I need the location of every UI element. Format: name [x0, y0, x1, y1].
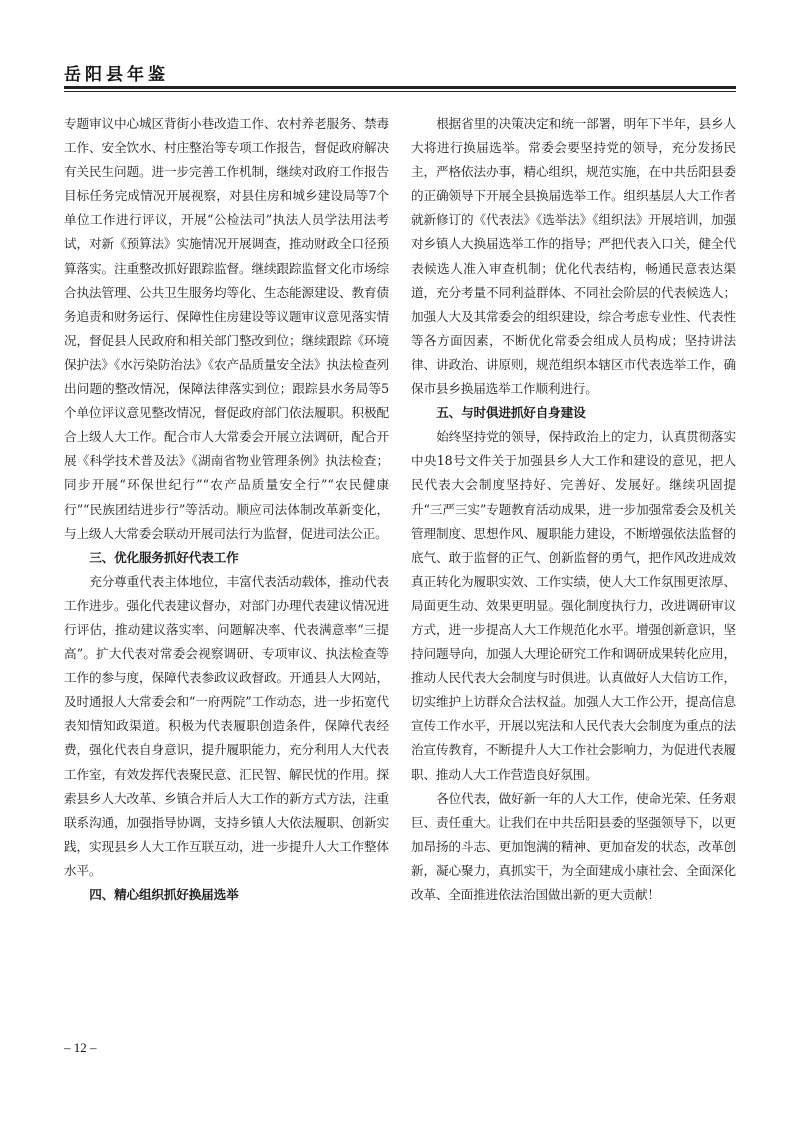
- paragraph-election: 根据省里的决策决定和统一部署，明年下半年，县乡人大将进行换届选举。常委会要坚持党的领导，充分发扬民主，严格依法办事，精心组织，规范实施，在中共岳阳县委的正确领导下开展全县换届选举工作。组织基层人大工作者就新修订的《代表法》《选举法》《组织法》开展培训，加强对乡镇人大换届选举工作的指导；严把代表入口关，健全代表候选人准入审查机制；优化代表结构，畅通民意表达渠道，充分考量不同利益群体、不同社会阶层的代表候选人；加强人大及其常委会的组织建设，综合考虑专业性、代表性等各方面因素，不断优化常委会组成人员构成；坚持讲法律、讲政治、讲原则，规范组织本辖区市代表选举工作，确保市县乡换届选举工作顺利进行。: [411, 116, 736, 397]
- paragraph-deputies: 充分尊重代表主体地位，丰富代表活动载体，推动代表工作进步。强化代表建议督办，对部门办理代表建议情况进行评估，推动建议落实率、问题解决率、代表满意率“三提高”。扩大代表对常委会视察调研、专项审议、执法检查等工作的参与度，保障代表参政议政督政。开通县人大网站，及时通报人大常委会和“一府两院”工作动态，进一步拓宽代表知情知政渠道。积极为代表履职创造条件，保障代表经费，强化代表自身意识，提升履职能力，充分利用人大代表工作室，有效发挥代表聚民意、汇民智、解民忧的作用。探索县乡人大改革、乡镇合并后人大工作的新方式方法，注重联系沟通，加强指导协调，支持乡镇人大依法履职、创新实践，实现县乡人大工作互联互动，进一步提升人大工作整体水平。: [64, 573, 389, 878]
- header-rule-thick: [64, 86, 736, 89]
- right-column: [411, 112, 736, 907]
- page-number: – 12 –: [64, 1040, 97, 1055]
- paragraph-closing: 各位代表，做好新一年的人大工作，使命光荣、任务艰巨、责任重大。让我们在中共岳阳县委的坚强领导下，以更加昂扬的斗志、更加饱满的精神、更加奋发的状态，改革创新，凝心聚力，真抓实干，为全面建成小康社会、全面深化改革、全面推进依法治国做出新的更大贡献！: [411, 790, 736, 902]
- header-rule-thin: [64, 91, 736, 92]
- section-heading-5: 五、与时俱进抓好自身建设: [436, 405, 586, 421]
- page-header: [64, 60, 736, 85]
- section-heading-4: 四、精心组织抓好换届选举: [89, 887, 239, 902]
- section-heading-3: 三、优化服务抓好代表工作: [89, 549, 239, 565]
- left-column: [64, 112, 389, 907]
- paragraph-self-building: 始终坚持党的领导，保持政治上的定力，认真贯彻落实中央18号文件关于加强县乡人大工作和建设的意见，把人民代表大会制度坚持好、完善好、发展好。继续巩固提升“三严三实”专题教育活动成果，进一步加强常委会及机关管理制度、思想作风、履职能力建设，不断增强依法监督的底气、敢于监督的正气、创新监督的勇气，把作风改进成效真正转化为履职实效、工作实绩，使人大工作氛围更浓厚、局面更生动、效果更明显。强化制度执行力，改进调研审议方式，进一步提高人大工作规范化水平。增强创新意识，坚持问题导向，加强人大理论研究工作和调研成果转化应用，推动人民代表大会制度与时俱进。认真做好人大信访工作，切实维护上访群众合法权益。加强人大工作公开，提高信息宣传工作水平，开展以宪法和人民代表大会制度为重点的法治宣传教育，不断提升人大工作社会影响力，为促进代表履职、推动人大工作营造良好氛围。: [411, 429, 736, 782]
- paragraph-supervision: 专题审议中心城区背街小巷改造工作、农村养老服务、禁毒工作、安全饮水、村庄整治等专项工作报告，督促政府解决有关民生问题。进一步完善工作机制，继续对政府工作报告目标任务完成情况开展视察，对县住房和城乡建设局等7个单位工作进行评议，开展“公检法司”执法人员学法用法考试，对新《预算法》实施情况开展调查，推动财政全口径预算落实。注重整改抓好跟踪监督。继续跟踪监督文化市场综合执法管理、公共卫生服务均等化、生态能源建设、教育债务追责和财务运行、保障性住房建设等议题审议意见落实情况，督促县人民政府和相关部门整改到位；继续跟踪《环境保护法》《水污染防治法》《农产品质量安全法》执法检查列出问题的整改情况，保障法律落实到位；跟踪县水务局等5个单位评议意见整改情况，督促政府部门依法履职。积极配合上级人大工作。配合市人大常委会开展立法调研，配合开展《科学技术普及法》《湖南省物业管理条例》执法检查；同步开展“环保世纪行”“农产品质量安全行”“农民健康行”“民族团结进步行”等活动。顺应司法体制改革新变化，与上级人大常委会联动开展司法行为监督，促进司法公正。: [64, 116, 389, 541]
- yearbook-title: 岳阳县年鉴: [64, 65, 169, 85]
